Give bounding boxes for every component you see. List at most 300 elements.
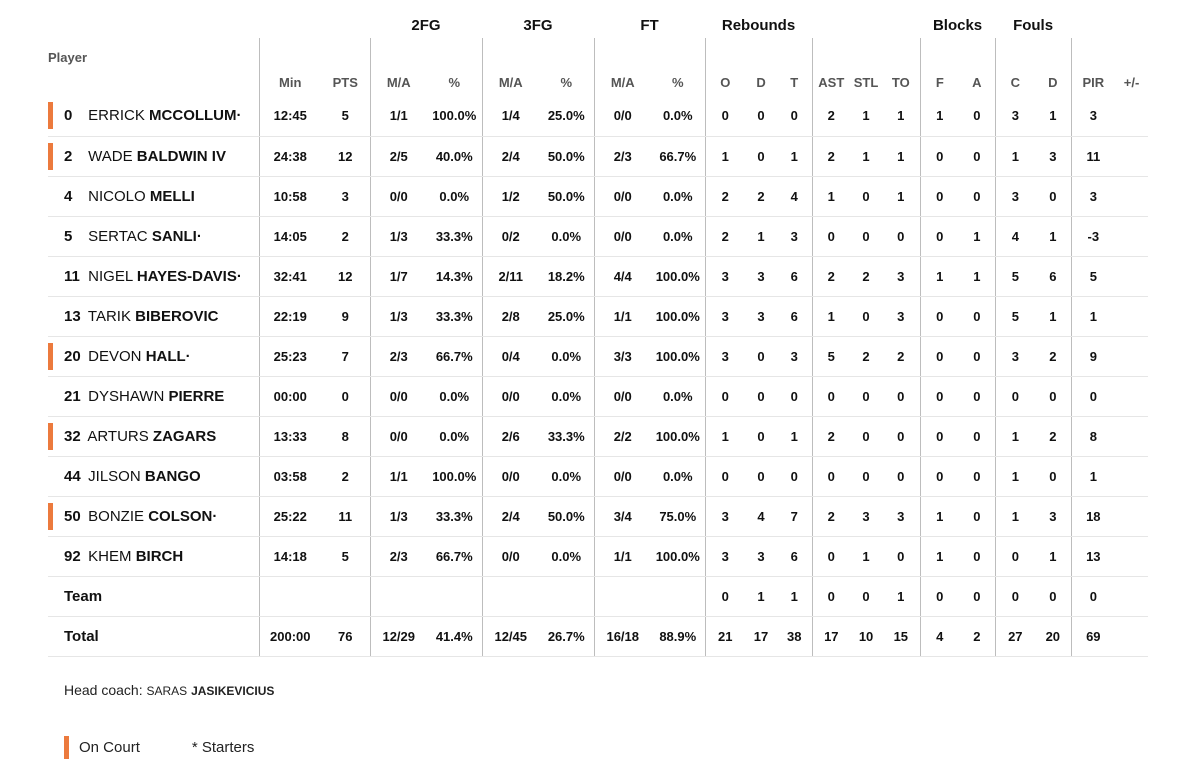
player-cell[interactable] — [48, 496, 259, 536]
stat-foul-d: 2 — [1035, 336, 1071, 376]
col-ast: AST — [812, 38, 850, 96]
stat-reb-d: 4 — [745, 496, 777, 536]
stat-pir: 1 — [1071, 456, 1115, 496]
stat-reb-d: 17 — [745, 616, 777, 656]
stat-2fg-pct: 41.4% — [427, 616, 482, 656]
player-first-name: KHEM — [88, 547, 132, 565]
group-blocks: Blocks — [932, 16, 983, 34]
stat-foul-c: 0 — [995, 376, 1035, 416]
stat-2fg-ma: 1/3 — [370, 296, 427, 336]
stat-to: 0 — [882, 416, 920, 456]
player-last-name: SANLI· — [151, 227, 202, 245]
on-court-indicator — [48, 102, 53, 129]
stat-reb-t: 38 — [777, 616, 812, 656]
stat-to: 3 — [882, 256, 920, 296]
on-court-indicator — [48, 503, 53, 530]
stat-to: 1 — [882, 576, 920, 616]
col-reb-d: D — [756, 75, 766, 90]
stat-ft-ma — [594, 576, 651, 616]
stat-3fg-pct: 50.0% — [539, 136, 594, 176]
stat-blk-f: 1 — [920, 496, 959, 536]
group-header-row — [48, 0, 1148, 38]
stat-blk-a: 0 — [959, 136, 995, 176]
stat-reb-d: 0 — [745, 456, 777, 496]
stat-plus-minus — [1115, 136, 1148, 176]
player-first-name: DEVON — [88, 347, 142, 365]
col-pts: PTS — [332, 75, 358, 90]
player-cell[interactable] — [48, 416, 259, 456]
stat-plus-minus — [1115, 576, 1148, 616]
stat-min: 13:33 — [259, 416, 321, 456]
stat-3fg-pct: 25.0% — [539, 96, 594, 136]
player-row[interactable] — [48, 496, 1148, 536]
stat-3fg-pct: 0.0% — [539, 336, 594, 376]
player-row[interactable] — [48, 336, 1148, 376]
stat-foul-d: 1 — [1035, 296, 1071, 336]
stat-3fg-pct: 26.7% — [539, 616, 594, 656]
stat-pir: 3 — [1071, 176, 1115, 216]
legend-starters: * Starters — [191, 739, 255, 756]
stat-to: 0 — [882, 376, 920, 416]
stat-foul-c: 3 — [995, 336, 1035, 376]
stat-foul-d: 0 — [1035, 376, 1071, 416]
stat-reb-o: 3 — [705, 336, 745, 376]
group-2fg: 2FG — [411, 16, 441, 34]
stat-foul-c: 3 — [995, 176, 1035, 216]
player-row[interactable] — [48, 256, 1148, 296]
player-cell[interactable] — [48, 216, 259, 256]
player-cell[interactable] — [48, 336, 259, 376]
stat-3fg-pct: 0.0% — [539, 536, 594, 576]
stat-ft-ma: 3/3 — [594, 336, 651, 376]
stat-ft-ma: 0/0 — [594, 456, 651, 496]
stat-min: 22:19 — [259, 296, 321, 336]
stat-ft-ma: 1/1 — [594, 296, 651, 336]
stat-2fg-ma: 1/1 — [370, 96, 427, 136]
stat-2fg-ma: 2/3 — [370, 536, 427, 576]
stat-stl: 1 — [850, 536, 882, 576]
stat-pts: 76 — [321, 616, 370, 656]
stat-foul-c: 0 — [995, 576, 1035, 616]
stat-reb-d: 0 — [745, 376, 777, 416]
stat-plus-minus — [1115, 536, 1148, 576]
player-first-name: TARIK — [87, 307, 131, 325]
stat-blk-a: 2 — [959, 616, 995, 656]
stat-ft-pct: 100.0% — [651, 416, 705, 456]
group-fouls: Fouls — [1013, 16, 1054, 34]
player-row[interactable] — [48, 376, 1148, 416]
stat-to: 3 — [882, 296, 920, 336]
stat-reb-t: 0 — [777, 96, 812, 136]
stat-reb-t: 1 — [777, 416, 812, 456]
stat-pir: 8 — [1071, 416, 1115, 456]
stat-blk-f: 0 — [920, 296, 959, 336]
stat-foul-c: 3 — [995, 96, 1035, 136]
stat-plus-minus — [1115, 456, 1148, 496]
team-row — [48, 576, 1148, 616]
stat-ft-pct: 75.0% — [651, 496, 705, 536]
player-row[interactable] — [48, 176, 1148, 216]
stat-blk-a: 0 — [959, 296, 995, 336]
stat-foul-c: 5 — [995, 256, 1035, 296]
stat-foul-c: 4 — [995, 216, 1035, 256]
stat-plus-minus — [1115, 616, 1148, 656]
stat-stl: 0 — [850, 576, 882, 616]
stat-3fg-pct: 0.0% — [539, 376, 594, 416]
stat-plus-minus — [1115, 216, 1148, 256]
stat-foul-c: 0 — [995, 536, 1035, 576]
stat-reb-d: 0 — [745, 136, 777, 176]
stat-ft-ma: 0/0 — [594, 96, 651, 136]
stat-3fg-ma: 2/8 — [482, 296, 539, 336]
stat-to: 0 — [882, 536, 920, 576]
column-header-row — [48, 38, 1148, 96]
stat-blk-a: 0 — [959, 496, 995, 536]
player-cell[interactable] — [48, 176, 259, 216]
boxscore-table — [48, 0, 1148, 657]
stat-ft-ma: 0/0 — [594, 376, 651, 416]
stat-3fg-ma: 2/4 — [482, 136, 539, 176]
player-last-name: BIRCH — [135, 547, 184, 565]
stat-stl: 0 — [850, 176, 882, 216]
stat-to: 1 — [882, 136, 920, 176]
stat-reb-t: 3 — [777, 216, 812, 256]
stat-2fg-ma: 1/3 — [370, 216, 427, 256]
col-foul-c: C — [995, 38, 1035, 96]
stat-3fg-ma: 0/0 — [482, 456, 539, 496]
stat-reb-d: 0 — [745, 336, 777, 376]
player-number: 50 — [64, 507, 81, 525]
stat-pir: 0 — [1071, 376, 1115, 416]
stat-ft-pct: 0.0% — [651, 216, 705, 256]
stat-min: 14:18 — [259, 536, 321, 576]
stat-ft-ma: 1/1 — [594, 536, 651, 576]
stat-pir: 1 — [1071, 296, 1115, 336]
stat-blk-a: 0 — [959, 96, 995, 136]
stat-foul-d: 3 — [1035, 136, 1071, 176]
col-ft-ma: M/A — [594, 38, 651, 96]
stat-2fg-ma: 12/29 — [370, 616, 427, 656]
stat-3fg-pct — [539, 576, 594, 616]
stat-pts: 3 — [321, 176, 370, 216]
stat-ast: 2 — [812, 136, 850, 176]
stat-ft-ma: 2/2 — [594, 416, 651, 456]
stat-reb-d: 3 — [745, 296, 777, 336]
on-court-indicator — [48, 143, 53, 170]
stat-3fg-ma: 2/6 — [482, 416, 539, 456]
stat-stl: 2 — [850, 336, 882, 376]
team-row-label: Team — [48, 576, 259, 616]
stat-plus-minus — [1115, 376, 1148, 416]
stat-blk-f: 0 — [920, 336, 959, 376]
stat-3fg-ma: 1/2 — [482, 176, 539, 216]
stat-pir: 11 — [1071, 136, 1115, 176]
player-last-name: BALDWIN IV — [136, 147, 226, 165]
stat-ast: 2 — [812, 96, 850, 136]
stat-min: 25:22 — [259, 496, 321, 536]
stat-pir: 5 — [1071, 256, 1115, 296]
stat-plus-minus — [1115, 336, 1148, 376]
player-cell[interactable] — [48, 376, 259, 416]
col-reb-o: O — [705, 38, 745, 96]
stat-to: 1 — [882, 176, 920, 216]
stat-ft-pct: 100.0% — [651, 296, 705, 336]
stat-blk-a: 0 — [959, 576, 995, 616]
stat-reb-o: 0 — [705, 96, 745, 136]
head-coach — [64, 682, 274, 698]
stat-pts: 2 — [321, 456, 370, 496]
player-number: 2 — [64, 147, 73, 165]
stat-2fg-ma: 2/3 — [370, 336, 427, 376]
stat-blk-f: 0 — [920, 136, 959, 176]
player-row[interactable] — [48, 136, 1148, 176]
player-last-name: HAYES-DAVIS· — [136, 267, 242, 285]
player-number: 11 — [64, 267, 80, 285]
stat-blk-f: 1 — [920, 536, 959, 576]
stat-pts: 0 — [321, 376, 370, 416]
col-2fg-pct: % — [448, 75, 461, 90]
stat-foul-d: 0 — [1035, 576, 1071, 616]
stat-blk-a: 1 — [959, 256, 995, 296]
stat-blk-a: 0 — [959, 456, 995, 496]
stat-stl: 0 — [850, 216, 882, 256]
stat-2fg-pct: 40.0% — [427, 136, 482, 176]
col-2fg-ma: M/A — [370, 38, 427, 96]
player-number: 4 — [64, 187, 73, 205]
head-coach-label: Head coach: — [64, 682, 143, 698]
stat-foul-c: 1 — [995, 496, 1035, 536]
stat-3fg-ma: 2/4 — [482, 496, 539, 536]
group-rebounds: Rebounds — [721, 16, 796, 34]
col-reb-t: T — [790, 75, 799, 90]
group-ft: FT — [640, 16, 659, 34]
stat-blk-f: 1 — [920, 256, 959, 296]
stat-pts: 5 — [321, 536, 370, 576]
stat-blk-a: 0 — [959, 536, 995, 576]
stat-foul-d: 3 — [1035, 496, 1071, 536]
player-row[interactable] — [48, 536, 1148, 576]
stat-blk-f: 4 — [920, 616, 959, 656]
stat-2fg-pct: 33.3% — [427, 216, 482, 256]
player-cell[interactable] — [48, 136, 259, 176]
stat-3fg-ma: 0/0 — [482, 376, 539, 416]
player-number: 0 — [64, 107, 73, 125]
stat-blk-a: 0 — [959, 376, 995, 416]
stat-pir: 69 — [1071, 616, 1115, 656]
stat-pir: 3 — [1071, 96, 1115, 136]
player-number: 44 — [64, 467, 81, 485]
player-number: 5 — [64, 227, 73, 245]
stat-min: 200:00 — [259, 616, 321, 656]
stat-blk-f: 0 — [920, 216, 959, 256]
col-min: Min — [259, 38, 321, 96]
stat-reb-d: 0 — [745, 96, 777, 136]
stat-foul-d: 1 — [1035, 96, 1071, 136]
stat-2fg-pct: 66.7% — [427, 336, 482, 376]
stat-2fg-pct: 100.0% — [427, 96, 482, 136]
stat-pts: 11 — [321, 496, 370, 536]
group-3fg: 3FG — [523, 16, 553, 34]
stat-min: 25:23 — [259, 336, 321, 376]
stat-2fg-ma — [370, 576, 427, 616]
stat-ft-pct: 0.0% — [651, 96, 705, 136]
player-cell[interactable] — [48, 536, 259, 576]
stat-plus-minus — [1115, 296, 1148, 336]
stat-stl: 1 — [850, 96, 882, 136]
player-last-name: BANGO — [144, 467, 201, 485]
stat-ast: 0 — [812, 216, 850, 256]
player-last-name: MCCOLLUM· — [149, 107, 242, 125]
player-last-name: PIERRE — [168, 387, 225, 405]
player-row[interactable] — [48, 216, 1148, 256]
stat-2fg-pct: 0.0% — [427, 376, 482, 416]
stat-reb-o: 0 — [705, 456, 745, 496]
stat-reb-o: 1 — [705, 416, 745, 456]
player-row[interactable] — [48, 416, 1148, 456]
stat-pts: 12 — [321, 136, 370, 176]
player-row[interactable] — [48, 296, 1148, 336]
stat-3fg-pct: 50.0% — [539, 496, 594, 536]
stat-2fg-ma: 1/3 — [370, 496, 427, 536]
stat-reb-d: 2 — [745, 176, 777, 216]
stat-foul-c: 1 — [995, 136, 1035, 176]
player-number: 21 — [64, 387, 81, 405]
stat-3fg-pct: 0.0% — [539, 456, 594, 496]
col-plus-minus: +/- — [1123, 75, 1140, 90]
stat-reb-o: 2 — [705, 176, 745, 216]
head-coach-last-name: JASIKEVICIUS — [191, 684, 275, 698]
stat-3fg-pct: 50.0% — [539, 176, 594, 216]
stat-reb-d: 3 — [745, 536, 777, 576]
player-cell[interactable] — [48, 256, 259, 296]
player-first-name: NIGEL — [88, 267, 133, 285]
stat-reb-t: 6 — [777, 536, 812, 576]
stat-to: 15 — [882, 616, 920, 656]
stat-foul-c: 1 — [995, 416, 1035, 456]
stat-reb-t: 4 — [777, 176, 812, 216]
player-row[interactable] — [48, 96, 1148, 136]
stat-reb-o: 3 — [705, 536, 745, 576]
stat-reb-o: 2 — [705, 216, 745, 256]
player-first-name: SERTAC — [88, 227, 148, 245]
stat-foul-d: 1 — [1035, 216, 1071, 256]
stat-plus-minus — [1115, 416, 1148, 456]
stat-plus-minus — [1115, 176, 1148, 216]
col-blk-a: A — [972, 75, 982, 90]
stat-ast: 2 — [812, 256, 850, 296]
stat-min: 14:05 — [259, 216, 321, 256]
stat-stl: 0 — [850, 376, 882, 416]
stat-reb-t: 7 — [777, 496, 812, 536]
stat-reb-o: 3 — [705, 496, 745, 536]
player-number: 32 — [64, 427, 81, 445]
stat-blk-a: 0 — [959, 336, 995, 376]
stat-reb-t: 1 — [777, 576, 812, 616]
stat-reb-t: 6 — [777, 256, 812, 296]
stat-ft-pct — [651, 576, 705, 616]
stat-pts: 8 — [321, 416, 370, 456]
player-first-name: DYSHAWN — [88, 387, 165, 405]
stat-plus-minus — [1115, 496, 1148, 536]
col-foul-d: D — [1048, 75, 1058, 90]
stat-reb-t: 6 — [777, 296, 812, 336]
stat-3fg-pct: 18.2% — [539, 256, 594, 296]
player-cell[interactable] — [48, 96, 259, 136]
stat-reb-o: 0 — [705, 576, 745, 616]
stat-reb-d: 0 — [745, 416, 777, 456]
player-first-name: WADE — [88, 147, 133, 165]
stat-to: 0 — [882, 456, 920, 496]
stat-pts — [321, 576, 370, 616]
stat-stl: 0 — [850, 296, 882, 336]
stat-min: 00:00 — [259, 376, 321, 416]
player-cell[interactable] — [48, 296, 259, 336]
player-first-name: ERRICK — [88, 107, 145, 125]
stat-min: 32:41 — [259, 256, 321, 296]
stat-foul-d: 1 — [1035, 536, 1071, 576]
stat-blk-f: 0 — [920, 456, 959, 496]
player-first-name: NICOLO — [88, 187, 146, 205]
col-pir: PIR — [1071, 38, 1115, 96]
player-first-name: JILSON — [88, 467, 141, 485]
player-row[interactable] — [48, 456, 1148, 496]
stat-plus-minus — [1115, 96, 1148, 136]
stat-ft-ma: 3/4 — [594, 496, 651, 536]
stat-2fg-pct — [427, 576, 482, 616]
player-last-name: COLSON· — [148, 507, 218, 525]
player-first-name: BONZIE — [88, 507, 145, 525]
stat-ast: 1 — [812, 176, 850, 216]
stat-ft-ma: 4/4 — [594, 256, 651, 296]
stat-min: 03:58 — [259, 456, 321, 496]
stat-pts: 9 — [321, 296, 370, 336]
stat-ast: 2 — [812, 416, 850, 456]
stat-reb-o: 21 — [705, 616, 745, 656]
stat-ast: 0 — [812, 456, 850, 496]
on-court-marker-icon — [64, 736, 69, 759]
stat-reb-d: 1 — [745, 576, 777, 616]
stat-foul-c: 27 — [995, 616, 1035, 656]
stat-pts: 2 — [321, 216, 370, 256]
stat-3fg-pct: 33.3% — [539, 416, 594, 456]
stat-3fg-ma: 2/11 — [482, 256, 539, 296]
stat-to: 3 — [882, 496, 920, 536]
stat-foul-c: 5 — [995, 296, 1035, 336]
stat-foul-d: 2 — [1035, 416, 1071, 456]
player-cell[interactable] — [48, 456, 259, 496]
stat-3fg-pct: 0.0% — [539, 216, 594, 256]
stat-reb-o: 3 — [705, 296, 745, 336]
stat-pts: 7 — [321, 336, 370, 376]
stat-blk-f: 0 — [920, 176, 959, 216]
total-row-label: Total — [48, 616, 259, 656]
col-player: Player — [48, 50, 88, 65]
stat-pts: 12 — [321, 256, 370, 296]
player-first-name: ARTURS — [87, 427, 149, 445]
player-last-name: HALL· — [145, 347, 191, 365]
stat-pir: 18 — [1071, 496, 1115, 536]
stat-blk-a: 0 — [959, 416, 995, 456]
total-row — [48, 616, 1148, 656]
stat-ft-pct: 88.9% — [651, 616, 705, 656]
stat-ft-pct: 100.0% — [651, 256, 705, 296]
stat-plus-minus — [1115, 256, 1148, 296]
stat-min: 24:38 — [259, 136, 321, 176]
stat-pir: 13 — [1071, 536, 1115, 576]
stat-foul-d: 20 — [1035, 616, 1071, 656]
stat-ft-pct: 0.0% — [651, 456, 705, 496]
stat-reb-t: 0 — [777, 456, 812, 496]
